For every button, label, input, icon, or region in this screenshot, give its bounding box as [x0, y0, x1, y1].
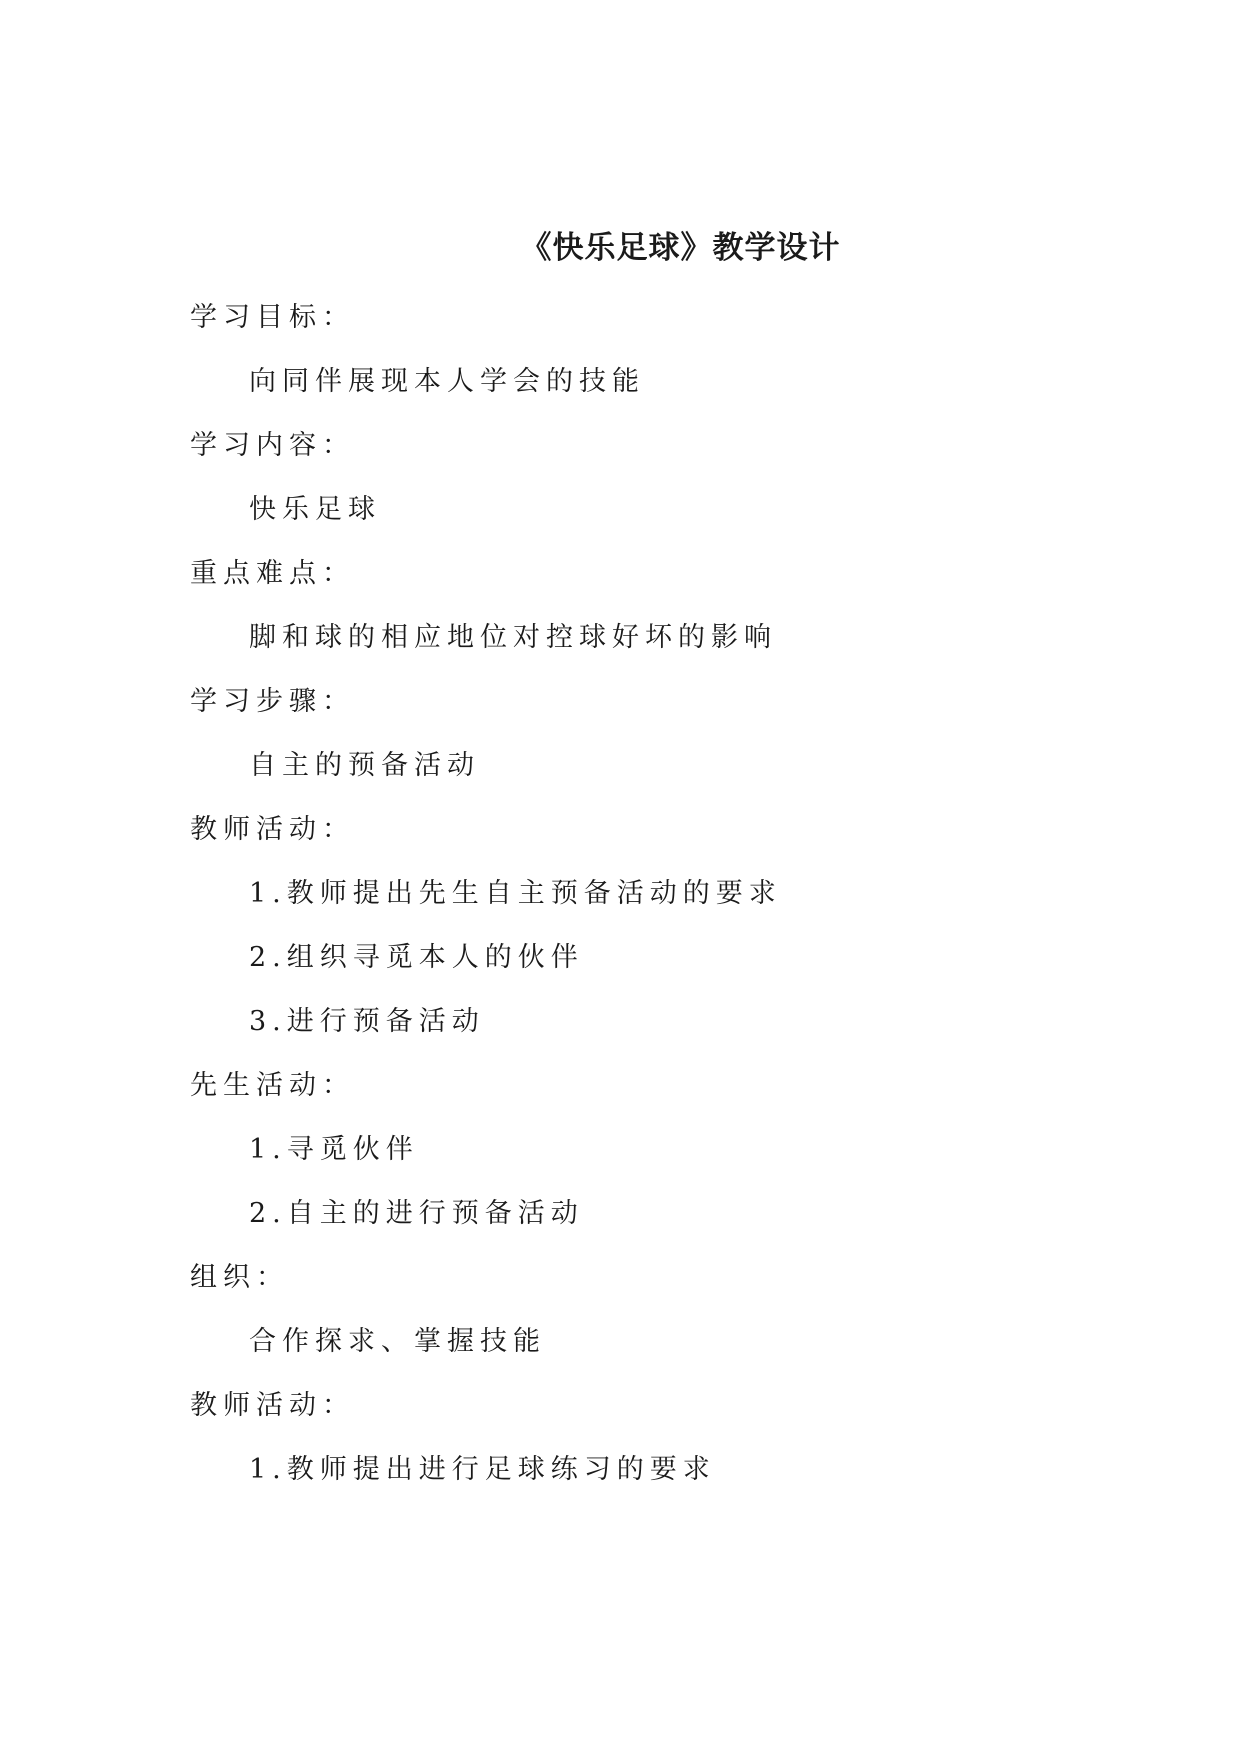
body-text: 脚和球的相应地位对控球好坏的影响 [249, 622, 777, 653]
list-item: 3.进行预备活动 [249, 1006, 485, 1037]
list-item: 1.教师提出进行足球练习的要求 [249, 1454, 716, 1485]
section-heading-learning-content: 学习内容： [190, 430, 355, 461]
body-text: 合作探求、掌握技能 [249, 1326, 546, 1357]
section-heading-teacher-activity: 教师活动： [190, 814, 355, 845]
section-heading-teacher-activity: 教师活动： [190, 1390, 355, 1421]
section-heading-learning-goals: 学习目标： [190, 302, 355, 333]
body-text: 快乐足球 [249, 494, 381, 525]
list-item: 1.教师提出先生自主预备活动的要求 [249, 878, 782, 909]
list-item: 1.寻觅伙伴 [249, 1134, 419, 1165]
section-heading-student-activity: 先生活动： [190, 1070, 355, 1101]
list-item: 2.组织寻觅本人的伙伴 [249, 942, 584, 973]
body-text: 自主的预备活动 [249, 750, 480, 781]
section-heading-key-points: 重点难点： [190, 558, 355, 589]
list-item: 2.自主的进行预备活动 [249, 1198, 584, 1229]
section-heading-learning-steps: 学习步骤： [190, 686, 355, 717]
section-heading-organization: 组织： [190, 1262, 289, 1293]
document-title: 《快乐足球》教学设计 [520, 230, 841, 266]
body-text: 向同伴展现本人学会的技能 [249, 366, 645, 397]
